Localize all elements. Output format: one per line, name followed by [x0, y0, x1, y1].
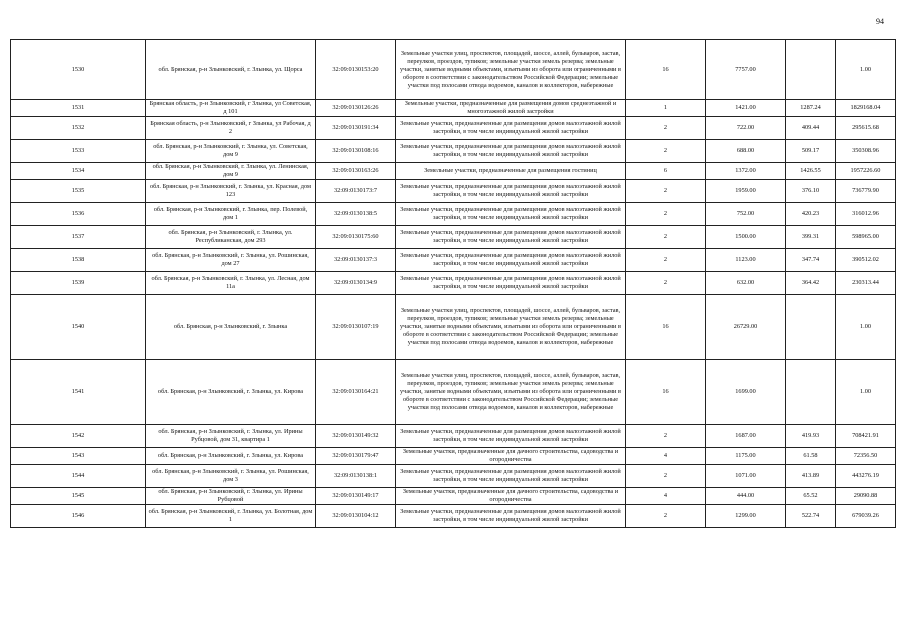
address-cell: Брянская область, р-н Злынковский, г Злынка, ул Рабочая, д 2 — [146, 117, 316, 140]
land-use-description-cell: Земельные участки, предназначенные для размещения домов малоэтажной жилой застройки, в том числе индивидуальной жилой застройки — [396, 117, 626, 140]
cadastral-value-cell: 736779.90 — [836, 180, 896, 203]
row-number: 1543 — [11, 448, 146, 465]
group-number-cell: 16 — [626, 295, 706, 360]
unit-cost-cell: 522.74 — [786, 505, 836, 528]
cadastral-number-cell: 32:09:0130104:12 — [316, 505, 396, 528]
cadastral-number-cell: 32:09:0130108:16 — [316, 140, 396, 163]
address-cell: обл. Брянская, р-н Злынковский, г. Злынка, пер. Полевой, дом 1 — [146, 203, 316, 226]
cadastral-value-cell: 230313.44 — [836, 272, 896, 295]
cadastral-number-cell: 32:09:0130164:21 — [316, 360, 396, 425]
area-cell: 1959.00 — [706, 180, 786, 203]
unit-cost-cell: 1426.55 — [786, 163, 836, 180]
cadastral-number-cell: 32:09:0130126:26 — [316, 100, 396, 117]
group-number-cell: 2 — [626, 465, 706, 488]
unit-cost-cell: 347.74 — [786, 249, 836, 272]
row-number: 1546 — [11, 505, 146, 528]
table-row — [11, 180, 896, 203]
table-row — [11, 272, 896, 295]
unit-cost-cell: 413.89 — [786, 465, 836, 488]
land-use-description-cell: Земельные участки, предназначенные для размещения домов малоэтажной жилой застройки, в том числе индивидуальной жилой застройки — [396, 249, 626, 272]
unit-cost-cell: 399.31 — [786, 226, 836, 249]
group-number-cell: 16 — [626, 40, 706, 100]
table-row — [11, 40, 896, 100]
land-use-description-cell: Земельные участки улиц, проспектов, площадей, шоссе, аллей, бульваров, застав, переулков, проездов, тупиков; земельные участки земель резерва; земельные участки, занятые водными объектами, изъятыми из оборота или ограниченными в обороте в соответствии с законодательством Российской Федерации; земельные участки под полосами отвода водоемов, каналов и коллекторов, набережные — [396, 40, 626, 100]
unit-cost-cell: 419.93 — [786, 425, 836, 448]
group-number-cell: 16 — [626, 360, 706, 425]
cadastral-value-cell: 1.00 — [836, 295, 896, 360]
cadastral-table — [10, 39, 896, 528]
cadastral-number-cell: 32:09:0130153:20 — [316, 40, 396, 100]
address-cell: обл. Брянская, р-н Злынковский, г. Злынка, ул. Республиканская, дом 293 — [146, 226, 316, 249]
unit-cost-cell: 364.42 — [786, 272, 836, 295]
table-body — [11, 40, 896, 528]
cadastral-number-cell: 32:09:0130163:26 — [316, 163, 396, 180]
table-row — [11, 488, 896, 505]
address-cell: обл. Брянская, р-н Злынковский, г. Злынка, ул. Рошинская, дом 27 — [146, 249, 316, 272]
cadastral-value-cell: 350308.96 — [836, 140, 896, 163]
row-number: 1532 — [11, 117, 146, 140]
row-number: 1541 — [11, 360, 146, 425]
land-use-description-cell: Земельные участки, предназначенные для дачного строительства, садоводства и огородничества — [396, 488, 626, 505]
cadastral-value-cell: 443276.19 — [836, 465, 896, 488]
area-cell: 444.00 — [706, 488, 786, 505]
cadastral-value-cell: 1.00 — [836, 360, 896, 425]
page-number: 94 — [876, 17, 884, 26]
cadastral-number-cell: 32:09:0130191:34 — [316, 117, 396, 140]
cadastral-value-cell: 598965.00 — [836, 226, 896, 249]
cadastral-number-cell: 32:09:0130149:32 — [316, 425, 396, 448]
address-cell: Брянская область, р-н Злынковский, г Злынка, ул Советская, д 101 — [146, 100, 316, 117]
group-number-cell: 4 — [626, 488, 706, 505]
area-cell: 1299.00 — [706, 505, 786, 528]
address-cell: обл. Брянская, р-н Злынковский, г. Злынка, ул. Лесная, дом 11а — [146, 272, 316, 295]
table-row — [11, 465, 896, 488]
table-row — [11, 100, 896, 117]
group-number-cell: 6 — [626, 163, 706, 180]
group-number-cell: 2 — [626, 203, 706, 226]
cadastral-value-cell: 390512.02 — [836, 249, 896, 272]
row-number: 1539 — [11, 272, 146, 295]
unit-cost-cell: 61.58 — [786, 448, 836, 465]
row-number: 1535 — [11, 180, 146, 203]
address-cell: обл. Брянская, р-н Злынковский, г. Злынка, ул. Ленинская, дом 9 — [146, 163, 316, 180]
address-cell: обл. Брянская, р-н Злынковский, г. Злынка, ул. Кирова — [146, 360, 316, 425]
group-number-cell: 2 — [626, 425, 706, 448]
cadastral-number-cell: 32:09:0130138:5 — [316, 203, 396, 226]
cadastral-number-cell: 32:09:0130173:7 — [316, 180, 396, 203]
area-cell: 752.00 — [706, 203, 786, 226]
table-row — [11, 249, 896, 272]
area-cell: 1421.00 — [706, 100, 786, 117]
group-number-cell: 2 — [626, 249, 706, 272]
group-number-cell: 2 — [626, 117, 706, 140]
cadastral-number-cell: 32:09:0130179:47 — [316, 448, 396, 465]
table-row — [11, 360, 896, 425]
land-use-description-cell: Земельные участки, предназначенные для размещения гостиниц — [396, 163, 626, 180]
area-cell: 722.00 — [706, 117, 786, 140]
cadastral-number-cell: 32:09:0130134:9 — [316, 272, 396, 295]
area-cell: 7757.00 — [706, 40, 786, 100]
area-cell: 1175.00 — [706, 448, 786, 465]
land-use-description-cell: Земельные участки улиц, проспектов, площадей, шоссе, аллей, бульваров, застав, переулков, проездов, тупиков; земельные участки земель резерва; земельные участки, занятые водными объектами, изъятыми из оборота или ограниченными в обороте в соответствии с законодательством Российской Федерации; земельные участки под полосами отвода водоемов, каналов и коллекторов, набережные — [396, 295, 626, 360]
row-number: 1536 — [11, 203, 146, 226]
area-cell: 1071.00 — [706, 465, 786, 488]
table-row — [11, 226, 896, 249]
cadastral-value-cell: 295615.68 — [836, 117, 896, 140]
row-number: 1540 — [11, 295, 146, 360]
area-cell: 632.00 — [706, 272, 786, 295]
table-row — [11, 203, 896, 226]
group-number-cell: 1 — [626, 100, 706, 117]
unit-cost-cell: 65.52 — [786, 488, 836, 505]
table-row — [11, 163, 896, 180]
address-cell: обл. Брянская, р-н Злынковский, г. Злынка, ул. Щорса — [146, 40, 316, 100]
row-number: 1530 — [11, 40, 146, 100]
table-row — [11, 505, 896, 528]
cadastral-number-cell: 32:09:0130149:17 — [316, 488, 396, 505]
unit-cost-cell — [786, 360, 836, 425]
table-row — [11, 425, 896, 448]
address-cell: обл. Брянская, р-н Злынковский, г. Злынка, ул. Советская, дом 9 — [146, 140, 316, 163]
table-row — [11, 448, 896, 465]
address-cell: обл. Брянская, р-н Злынковский, г. Злынка, ул. Болотная, дом 1 — [146, 505, 316, 528]
land-use-description-cell: Земельные участки, предназначенные для размещения домов малоэтажной жилой застройки, в том числе индивидуальной жилой застройки — [396, 505, 626, 528]
row-number: 1542 — [11, 425, 146, 448]
unit-cost-cell — [786, 295, 836, 360]
area-cell: 1687.00 — [706, 425, 786, 448]
address-cell: обл. Брянская, р-н Злынковский, г. Злынка, ул. Кирова — [146, 448, 316, 465]
land-use-description-cell: Земельные участки, предназначенные для размещения домов малоэтажной жилой застройки, в том числе индивидуальной жилой застройки — [396, 140, 626, 163]
cadastral-value-cell: 708421.91 — [836, 425, 896, 448]
group-number-cell: 2 — [626, 226, 706, 249]
land-use-description-cell: Земельные участки, предназначенные для размещения домов малоэтажной жилой застройки, в том числе индивидуальной жилой застройки — [396, 272, 626, 295]
land-use-description-cell: Земельные участки, предназначенные для размещения домов малоэтажной жилой застройки, в том числе индивидуальной жилой застройки — [396, 203, 626, 226]
row-number: 1538 — [11, 249, 146, 272]
area-cell: 1500.00 — [706, 226, 786, 249]
table-row — [11, 140, 896, 163]
cadastral-number-cell: 32:09:0130175:60 — [316, 226, 396, 249]
address-cell: обл. Брянская, р-н Злынковский, г. Злынка, ул. Ирины Рубцовой — [146, 488, 316, 505]
group-number-cell: 2 — [626, 505, 706, 528]
land-use-description-cell: Земельные участки, предназначенные для размещения домов малоэтажной жилой застройки, в том числе индивидуальной жилой застройки — [396, 180, 626, 203]
row-number: 1544 — [11, 465, 146, 488]
table-row — [11, 295, 896, 360]
unit-cost-cell: 409.44 — [786, 117, 836, 140]
address-cell: обл. Брянская, р-н Злынковский, г. Злынка, ул. Рошинская, дом 3 — [146, 465, 316, 488]
area-cell: 1699.00 — [706, 360, 786, 425]
group-number-cell: 2 — [626, 272, 706, 295]
unit-cost-cell: 420.23 — [786, 203, 836, 226]
cadastral-value-cell: 29090.88 — [836, 488, 896, 505]
area-cell: 688.00 — [706, 140, 786, 163]
address-cell: обл. Брянская, р-н Злынковский, г. Злынка, ул. Ирины Рубцовой, дом 31, квартира 1 — [146, 425, 316, 448]
land-use-description-cell: Земельные участки, предназначенные для размещения домов малоэтажной жилой застройки, в том числе индивидуальной жилой застройки — [396, 425, 626, 448]
cadastral-value-cell: 72356.50 — [836, 448, 896, 465]
land-use-description-cell: Земельные участки, предназначенные для дачного строительства, садоводства и огородничества — [396, 448, 626, 465]
land-use-description-cell: Земельные участки, предназначенные для размещения домов малоэтажной жилой застройки, в том числе индивидуальной жилой застройки — [396, 226, 626, 249]
cadastral-value-cell: 1957226.60 — [836, 163, 896, 180]
address-cell: обл. Брянская, р-н Злынковский, г. Злынка — [146, 295, 316, 360]
unit-cost-cell: 1287.24 — [786, 100, 836, 117]
area-cell: 26729.00 — [706, 295, 786, 360]
row-number: 1533 — [11, 140, 146, 163]
group-number-cell: 4 — [626, 448, 706, 465]
land-use-description-cell: Земельные участки, предназначенные для размещения домов среднеэтажной и многоэтажной жилой застройки — [396, 100, 626, 117]
row-number: 1537 — [11, 226, 146, 249]
cadastral-value-cell: 316012.96 — [836, 203, 896, 226]
area-cell: 1123.00 — [706, 249, 786, 272]
land-use-description-cell: Земельные участки улиц, проспектов, площадей, шоссе, аллей, бульваров, застав, переулков, проездов, тупиков; земельные участки земель резерва; земельные участки, занятые водными объектами, изъятыми из оборота или ограниченными в обороте в соответствии с законодательством Российской Федерации; земельные участки под полосами отвода водоемов, каналов и коллекторов, набережные — [396, 360, 626, 425]
cadastral-number-cell: 32:09:0130107:19 — [316, 295, 396, 360]
unit-cost-cell: 376.10 — [786, 180, 836, 203]
cadastral-value-cell: 1.00 — [836, 40, 896, 100]
address-cell: обл. Брянская, р-н Злынковский, г. Злынка, ул. Красная, дом 123 — [146, 180, 316, 203]
row-number: 1545 — [11, 488, 146, 505]
group-number-cell: 2 — [626, 140, 706, 163]
cadastral-value-cell: 1829168.04 — [836, 100, 896, 117]
unit-cost-cell — [786, 40, 836, 100]
cadastral-value-cell: 679039.26 — [836, 505, 896, 528]
group-number-cell: 2 — [626, 180, 706, 203]
unit-cost-cell: 509.17 — [786, 140, 836, 163]
land-use-description-cell: Земельные участки, предназначенные для размещения домов малоэтажной жилой застройки, в том числе индивидуальной жилой застройки — [396, 465, 626, 488]
area-cell: 1372.00 — [706, 163, 786, 180]
cadastral-number-cell: 32:09:0130138:1 — [316, 465, 396, 488]
row-number: 1534 — [11, 163, 146, 180]
cadastral-number-cell: 32:09:0130137:3 — [316, 249, 396, 272]
row-number: 1531 — [11, 100, 146, 117]
table-row — [11, 117, 896, 140]
